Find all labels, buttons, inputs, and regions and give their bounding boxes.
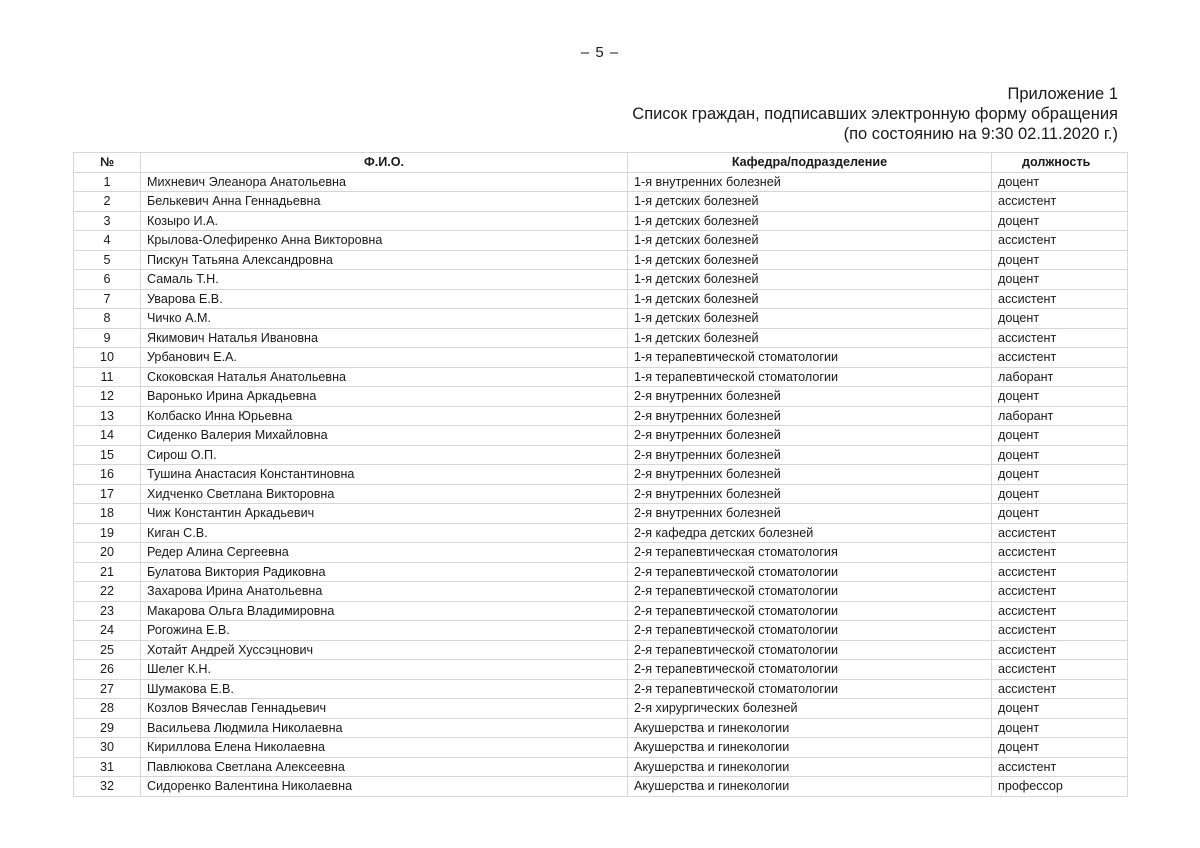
table-row (74, 270, 1128, 290)
cell-name: Сирош О.П. (141, 445, 628, 465)
table-row (74, 699, 1128, 719)
cell-department: 2-я терапевтическая стоматология (628, 543, 992, 563)
cell-position: доцент (992, 426, 1128, 446)
cell-department: 2-я кафедра детских болезней (628, 523, 992, 543)
cell-name: Булатова Виктория Радиковна (141, 562, 628, 582)
cell-name: Захарова Ирина Анатольевна (141, 582, 628, 602)
cell-number: 3 (74, 211, 141, 231)
cell-department: 1-я детских болезней (628, 250, 992, 270)
cell-department: 1-я терапевтической стоматологии (628, 348, 992, 368)
cell-position: ассистент (992, 543, 1128, 563)
cell-number: 1 (74, 172, 141, 192)
cell-name: Рогожина Е.В. (141, 621, 628, 641)
table-row (74, 192, 1128, 212)
cell-department: 2-я терапевтической стоматологии (628, 601, 992, 621)
column-header-position: должность (992, 153, 1128, 173)
table-row (74, 445, 1128, 465)
table-row (74, 523, 1128, 543)
document-header (632, 84, 1118, 144)
cell-number: 18 (74, 504, 141, 524)
cell-name: Шумакова Е.В. (141, 679, 628, 699)
appendix-label: Приложение 1 (1007, 85, 1118, 103)
cell-department: 2-я хирургических болезней (628, 699, 992, 719)
cell-position: доцент (992, 309, 1128, 329)
cell-position: ассистент (992, 660, 1128, 680)
cell-number: 23 (74, 601, 141, 621)
cell-position: доцент (992, 699, 1128, 719)
cell-name: Урбанович Е.А. (141, 348, 628, 368)
cell-position: доцент (992, 172, 1128, 192)
cell-department: 2-я внутренних болезней (628, 387, 992, 407)
table-row (74, 484, 1128, 504)
cell-department: 1-я детских болезней (628, 192, 992, 212)
table-row (74, 718, 1128, 738)
cell-name: Васильева Людмила Николаевна (141, 718, 628, 738)
cell-name: Крылова-Олефиренко Анна Викторовна (141, 231, 628, 251)
cell-position: профессор (992, 777, 1128, 797)
cell-position: доцент (992, 211, 1128, 231)
cell-number: 5 (74, 250, 141, 270)
document-title: Список граждан, подписавших электронную форму обращения (632, 105, 1118, 123)
cell-name: Макарова Ольга Владимировна (141, 601, 628, 621)
table-row (74, 757, 1128, 777)
cell-position: лаборант (992, 367, 1128, 387)
cell-name: Тушина Анастасия Константиновна (141, 465, 628, 485)
column-header-department: Кафедра/подразделение (628, 153, 992, 173)
cell-number: 12 (74, 387, 141, 407)
table-row (74, 679, 1128, 699)
status-date-line: (по состоянию на 9:30 02.11.2020 г.) (843, 125, 1118, 143)
cell-department: 2-я внутренних болезней (628, 484, 992, 504)
cell-position: ассистент (992, 348, 1128, 368)
cell-name: Киган С.В. (141, 523, 628, 543)
table-row (74, 504, 1128, 524)
cell-position: доцент (992, 504, 1128, 524)
table-row (74, 309, 1128, 329)
cell-position: ассистент (992, 640, 1128, 660)
cell-name: Хидченко Светлана Викторовна (141, 484, 628, 504)
cell-name: Козыро И.А. (141, 211, 628, 231)
cell-name: Самаль Т.Н. (141, 270, 628, 290)
cell-position: ассистент (992, 192, 1128, 212)
table-row (74, 543, 1128, 563)
table-row (74, 348, 1128, 368)
cell-number: 20 (74, 543, 141, 563)
cell-number: 25 (74, 640, 141, 660)
cell-name: Скоковская Наталья Анатольевна (141, 367, 628, 387)
cell-name: Чиж Константин Аркадьевич (141, 504, 628, 524)
cell-position: ассистент (992, 601, 1128, 621)
table-header-row (74, 153, 1128, 173)
column-header-name: Ф.И.О. (141, 153, 628, 173)
table-row (74, 621, 1128, 641)
cell-position: доцент (992, 718, 1128, 738)
cell-name: Хотайт Андрей Хуссэцнович (141, 640, 628, 660)
page-number: – 5 – (580, 44, 620, 61)
cell-position: ассистент (992, 757, 1128, 777)
cell-name: Якимович Наталья Ивановна (141, 328, 628, 348)
cell-number: 2 (74, 192, 141, 212)
cell-number: 8 (74, 309, 141, 329)
cell-position: ассистент (992, 289, 1128, 309)
table-row (74, 211, 1128, 231)
cell-number: 28 (74, 699, 141, 719)
cell-position: ассистент (992, 562, 1128, 582)
cell-number: 9 (74, 328, 141, 348)
cell-number: 22 (74, 582, 141, 602)
cell-name: Колбаско Инна Юрьевна (141, 406, 628, 426)
cell-department: 2-я терапевтической стоматологии (628, 582, 992, 602)
cell-department: 1-я детских болезней (628, 328, 992, 348)
cell-name: Варонько Ирина Аркадьевна (141, 387, 628, 407)
table-row (74, 601, 1128, 621)
cell-position: ассистент (992, 523, 1128, 543)
cell-number: 21 (74, 562, 141, 582)
cell-department: 2-я внутренних болезней (628, 465, 992, 485)
cell-number: 27 (74, 679, 141, 699)
table-row (74, 465, 1128, 485)
cell-name: Шелег К.Н. (141, 660, 628, 680)
cell-position: доцент (992, 465, 1128, 485)
cell-department: 1-я детских болезней (628, 231, 992, 251)
cell-name: Михневич Элеанора Анатольевна (141, 172, 628, 192)
cell-department: 2-я внутренних болезней (628, 406, 992, 426)
table-row (74, 562, 1128, 582)
table-row (74, 328, 1128, 348)
cell-name: Уварова Е.В. (141, 289, 628, 309)
column-header-number: № (74, 153, 141, 173)
cell-position: ассистент (992, 231, 1128, 251)
cell-number: 14 (74, 426, 141, 446)
table-row (74, 426, 1128, 446)
cell-department: 2-я внутренних болезней (628, 504, 992, 524)
cell-position: ассистент (992, 582, 1128, 602)
cell-number: 13 (74, 406, 141, 426)
cell-number: 19 (74, 523, 141, 543)
cell-name: Козлов Вячеслав Геннадьевич (141, 699, 628, 719)
table-row (74, 738, 1128, 758)
cell-position: доцент (992, 387, 1128, 407)
cell-department: Акушерства и гинекологии (628, 738, 992, 758)
cell-department: 1-я внутренних болезней (628, 172, 992, 192)
table-row (74, 387, 1128, 407)
cell-number: 17 (74, 484, 141, 504)
cell-number: 29 (74, 718, 141, 738)
cell-number: 15 (74, 445, 141, 465)
cell-department: 1-я детских болезней (628, 289, 992, 309)
table-row (74, 660, 1128, 680)
table-row (74, 250, 1128, 270)
cell-number: 26 (74, 660, 141, 680)
cell-number: 6 (74, 270, 141, 290)
cell-department: Акушерства и гинекологии (628, 718, 992, 738)
cell-department: 2-я внутренних болезней (628, 445, 992, 465)
cell-position: доцент (992, 738, 1128, 758)
cell-department: 2-я терапевтической стоматологии (628, 562, 992, 582)
cell-department: Акушерства и гинекологии (628, 777, 992, 797)
table-row (74, 582, 1128, 602)
cell-department: 2-я терапевтической стоматологии (628, 679, 992, 699)
cell-name: Пискун Татьяна Александровна (141, 250, 628, 270)
cell-number: 32 (74, 777, 141, 797)
cell-department: 1-я детских болезней (628, 309, 992, 329)
cell-department: 2-я терапевтической стоматологии (628, 640, 992, 660)
cell-position: лаборант (992, 406, 1128, 426)
cell-name: Кириллова Елена Николаевна (141, 738, 628, 758)
table-row (74, 406, 1128, 426)
cell-department: 2-я терапевтической стоматологии (628, 660, 992, 680)
cell-name: Сиденко Валерия Михайловна (141, 426, 628, 446)
cell-department: 2-я терапевтической стоматологии (628, 621, 992, 641)
cell-position: ассистент (992, 328, 1128, 348)
table-row (74, 777, 1128, 797)
cell-name: Белькевич Анна Геннадьевна (141, 192, 628, 212)
cell-name: Редер Алина Сергеевна (141, 543, 628, 563)
cell-department: Акушерства и гинекологии (628, 757, 992, 777)
table-row (74, 640, 1128, 660)
cell-number: 31 (74, 757, 141, 777)
cell-position: доцент (992, 270, 1128, 290)
cell-number: 30 (74, 738, 141, 758)
signers-table (73, 152, 1128, 797)
cell-number: 7 (74, 289, 141, 309)
table-row (74, 231, 1128, 251)
cell-position: доцент (992, 445, 1128, 465)
cell-name: Чичко А.М. (141, 309, 628, 329)
cell-department: 1-я терапевтической стоматологии (628, 367, 992, 387)
table-body (74, 172, 1128, 796)
table-row (74, 172, 1128, 192)
cell-number: 16 (74, 465, 141, 485)
table-row (74, 289, 1128, 309)
cell-position: ассистент (992, 679, 1128, 699)
cell-name: Павлюкова Светлана Алексеевна (141, 757, 628, 777)
cell-number: 11 (74, 367, 141, 387)
table-row (74, 367, 1128, 387)
cell-name: Сидоренко Валентина Николаевна (141, 777, 628, 797)
cell-number: 24 (74, 621, 141, 641)
cell-position: доцент (992, 250, 1128, 270)
cell-department: 2-я внутренних болезней (628, 426, 992, 446)
cell-number: 10 (74, 348, 141, 368)
cell-position: доцент (992, 484, 1128, 504)
cell-department: 1-я детских болезней (628, 270, 992, 290)
cell-number: 4 (74, 231, 141, 251)
cell-position: ассистент (992, 621, 1128, 641)
cell-department: 1-я детских болезней (628, 211, 992, 231)
